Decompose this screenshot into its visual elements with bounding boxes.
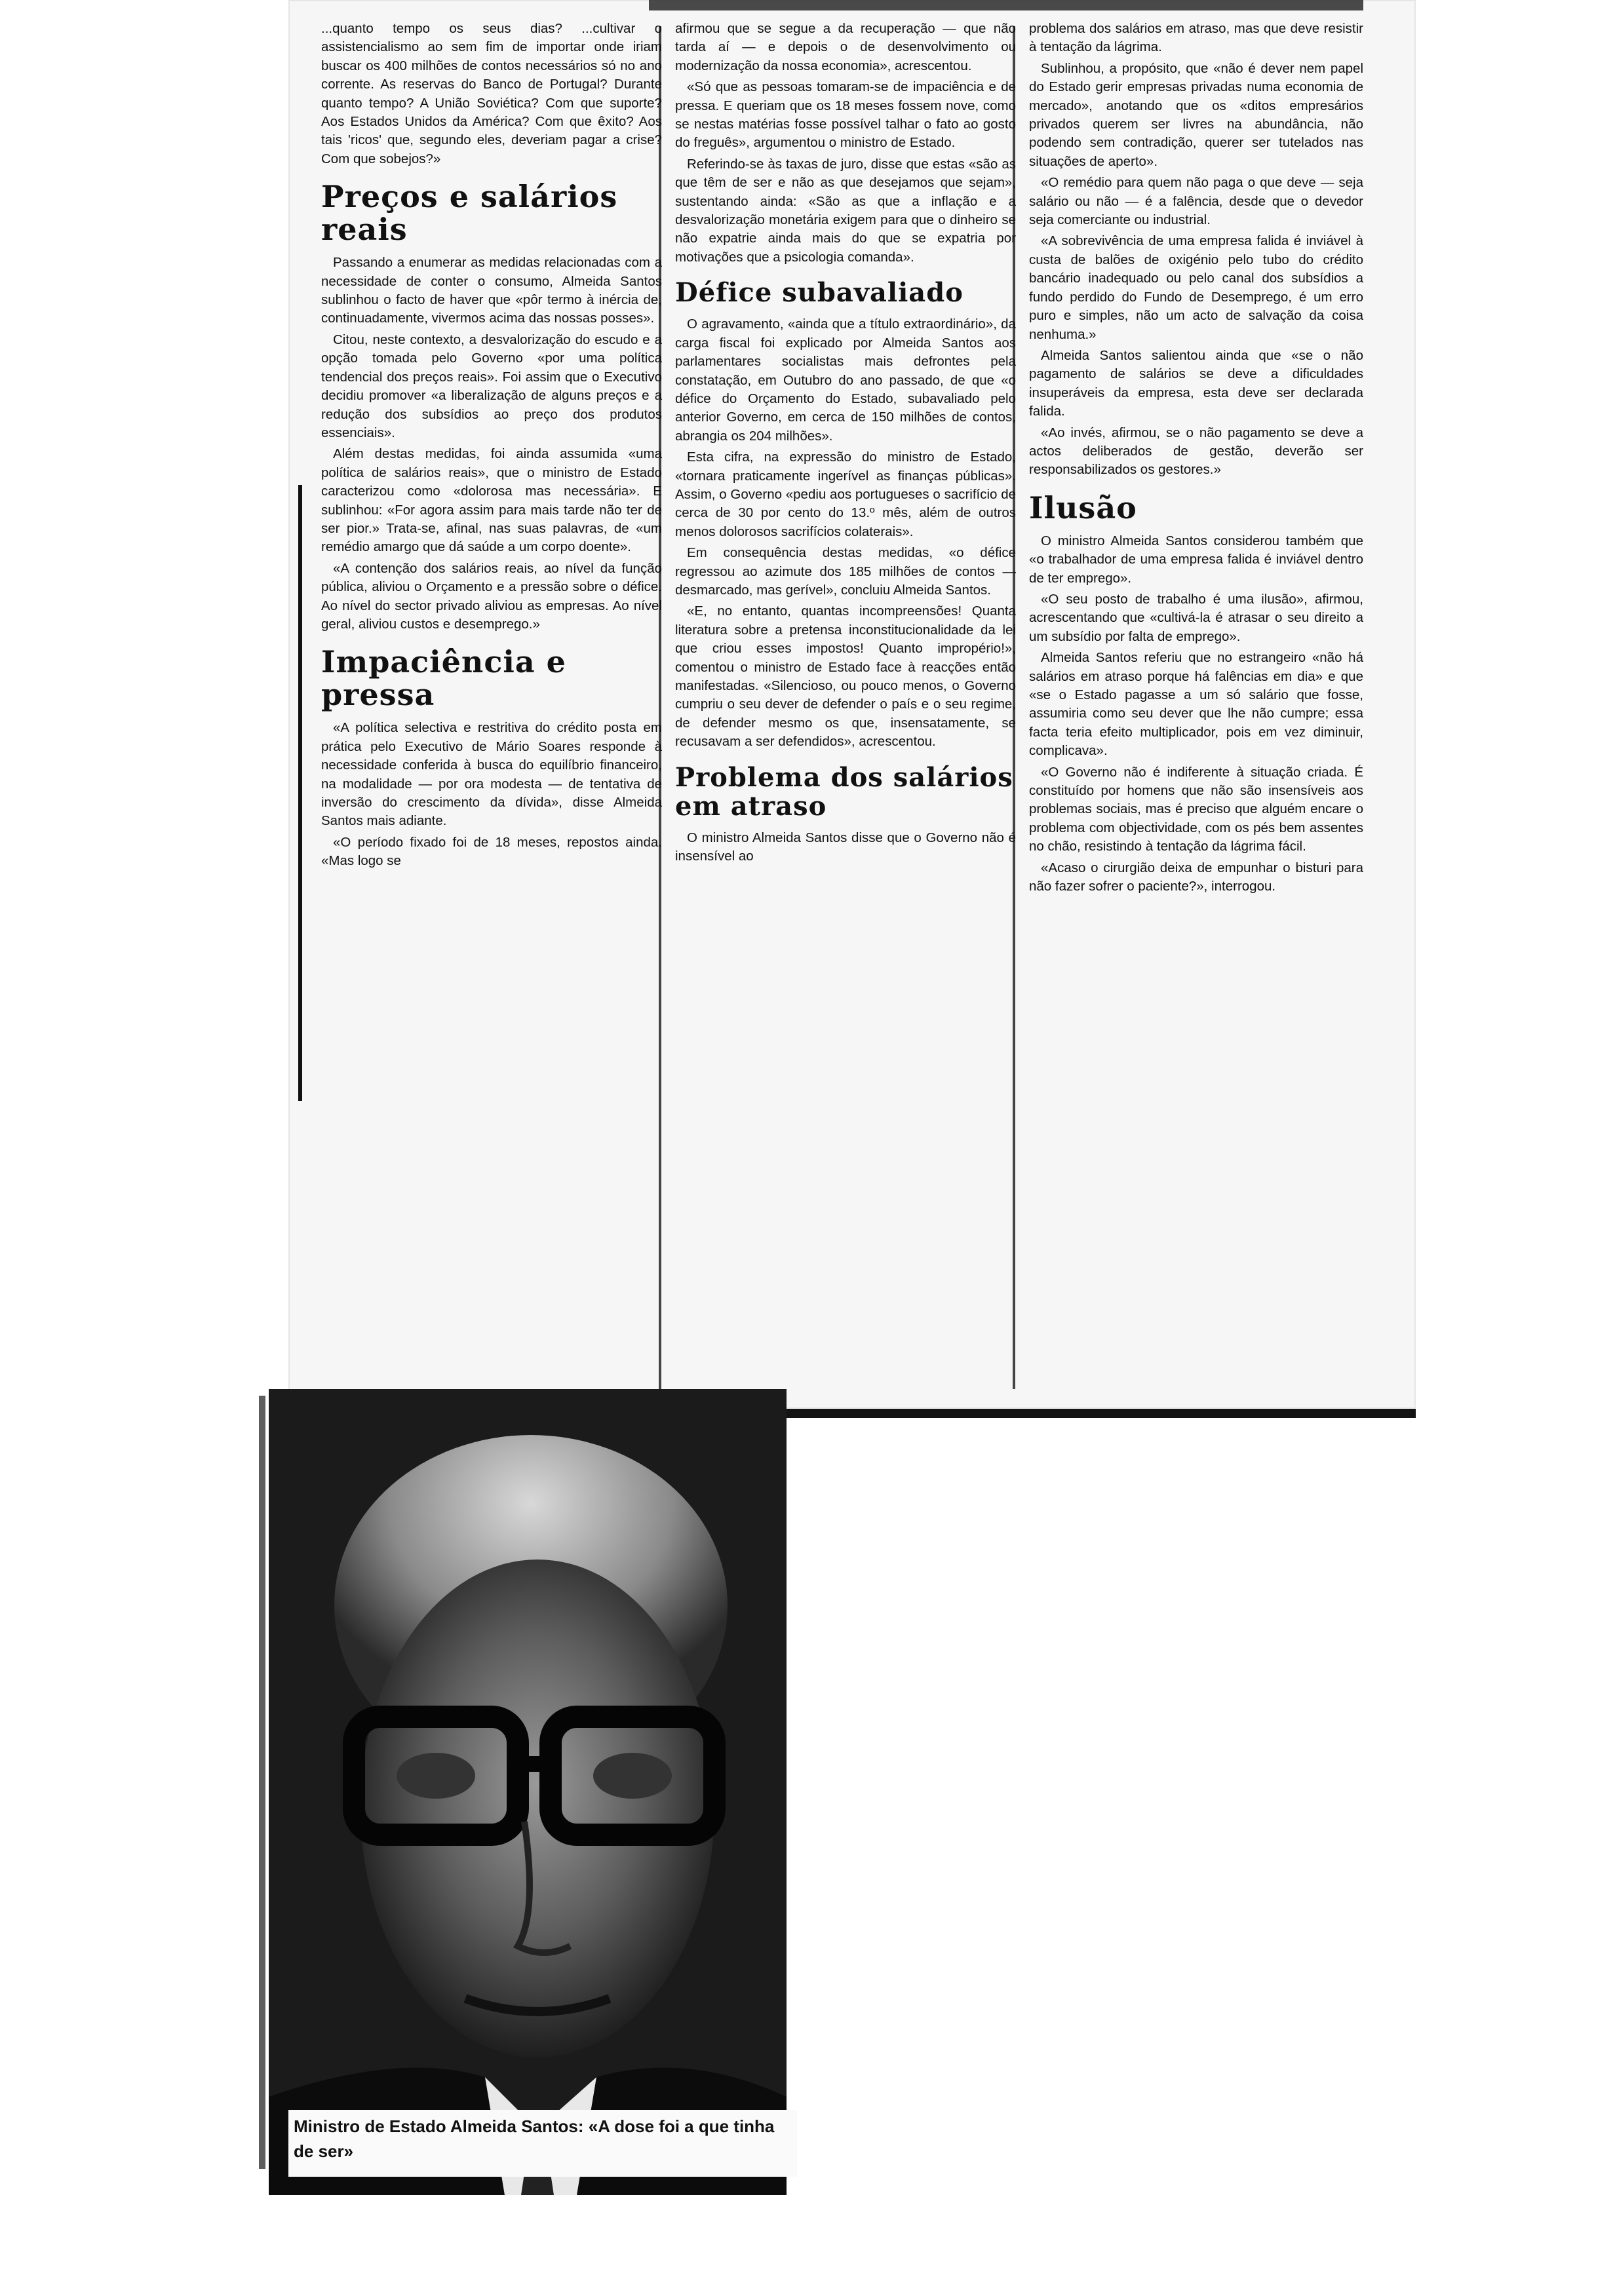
section-heading: Problema dos salários em atraso — [675, 761, 1013, 822]
section-heading: Ilusão — [1029, 489, 1137, 526]
section-heading: Preços e salários reais — [321, 179, 618, 248]
paragraph: Citou, neste contexto, a desvalorização do escudo e a opção tomada pelo Governo «por uma política tendencial dos preços reais». Foi assim que o Executivo decidiu promover «a liberalização de alguns preços e a redução dos subsídios ao preço dos produtos essenciais». — [321, 332, 662, 440]
article-column-3 — [1029, 20, 1363, 898]
section-heading: Défice subavaliado — [675, 277, 963, 309]
paragraph: «A política selectiva e restritiva do crédito posta em prática pelo Executivo de Mário Soares responde à necessidade conferida à busca do equilíbrio financeiro, na modalidade — por ora modesta — de tentativa de inversão do crescimento da dívida», disse Almeida Santos mais adiante. — [321, 720, 662, 829]
paragraph: Além destas medidas, foi ainda assumida «uma política de salários reais», que o ministro de Estado caracterizou como «dolorosa mas necessária». E sublinhou: «For agora assim para mais tarde não ter de ser pior.» Trata-se, afinal, nas suas palavras, de «um remédio amargo que dá saúde a um corpo doente». — [321, 446, 662, 555]
section-heading: Impaciência e pressa — [321, 644, 566, 713]
paragraph: «A contenção dos salários reais, ao nível da função pública, aliviou o Orçamento e a pressão sobre o défice. Ao nível do sector privado aliviou as empresas. Ao nível geral, aliviou custos e desemprego.» — [321, 560, 662, 632]
paragraph: «Acaso o cirurgião deixa de empunhar o bisturi para não fazer sofrer o paciente?», interrogou. — [1029, 860, 1363, 894]
article-column-1 — [321, 20, 662, 873]
paragraph: «O período fixado foi de 18 meses, repostos ainda. «Mas logo se — [321, 834, 662, 869]
paragraph: ...quanto tempo os seus dias? ...cultivar o assistencialismo ao sem fim de importar onde iriam buscar os 400 milhões de contos necessários só no ano corrente. As reservas do Banco de Portugal? Durante quanto tempo? A União Soviética? Com que suporte? Aos Estados Unidos da América? Com que êxito? Aos tais 'ricos' que, segundo eles, deveriam pagar a crise? Com que sobejos?» — [321, 21, 662, 166]
article-column-2 — [675, 20, 1016, 868]
paragraph: «O remédio para quem não paga o que deve — seja salário ou não — é a falência, desde que o devedor seja comerciante ou industrial. — [1029, 175, 1363, 228]
paragraph: Almeida Santos referiu que no estrangeiro «não há salários em atraso porque há falências em dia» e que «se o Estado pagasse a um só salário que fosse, assumiria como seu dever que lhe não cumpre; essa facta teria efeito multiplicador, pois em vez diminuir, complicava». — [1029, 650, 1363, 759]
paragraph: O ministro Almeida Santos considerou também que «o trabalhador de uma empresa falida é inviável dentro de ter emprego». — [1029, 533, 1363, 586]
paragraph: «O seu posto de trabalho é uma ilusão», afirmou, acrescentando que «cultivá-la é atrasar o seu direito a um subsídio por falta de emprego». — [1029, 591, 1363, 644]
paragraph: O ministro Almeida Santos disse que o Governo não é insensível ao — [675, 830, 1016, 864]
paragraph: Esta cifra, na expressão do ministro de Estado, «tornara praticamente ingerível as finanças públicas». Assim, o Governo «pediu aos portugueses o sacrifício de cerca de 30 por cento do 13.º mês, além de outros menos dolorosos sacrifícios colaterais». — [675, 450, 1016, 539]
paragraph: «O Governo não é indiferente à situação criada. É constituído por homens que não são insensíveis aos problemas sociais, mas é preciso que alguém encare o problema com objectividade, com os pés bem assentes no chão, resistindo à tentação da lágrima fácil. — [1029, 764, 1363, 854]
paragraph: Passando a enumerar as medidas relacionadas com a necessidade de conter o consumo, Almeida Santos sublinhou o facto de haver que «pôr termo à inércia de, continuadamente, vivermos acima das nossas posses». — [321, 255, 662, 326]
scan-edge-shadow — [259, 1396, 265, 2169]
portrait-illustration — [269, 1389, 787, 2195]
paragraph: afirmou que se segue a da recuperação — que não tarda aí — e depois o de desenvolvimento ou modernização da nossa economia», acrescentou. — [675, 21, 1016, 73]
paragraph: problema dos salários em atraso, mas que deve resistir à tentação da lágrima. — [1029, 21, 1363, 55]
clipping-top-edge — [649, 0, 1363, 10]
paragraph: «Só que as pessoas tomaram-se de impaciência e de pressa. E queriam que os 18 meses fossem nove, como se nestas matérias fosse possível talhar o fato ao gosto do freguês», argumentou o ministro de Estado. — [675, 79, 1016, 151]
paragraph: O agravamento, «ainda que a título extraordinário», da carga fiscal foi explicado por Almeida Santos aos parlamentares socialistas mais defrontes pela constatação, em Outubro do ano passado, de que «o défice do Orçamento do Estado, subavaliado pelo anterior Governo, em cerca de 150 milhões de contos, abrangia os 204 milhões». — [675, 316, 1016, 444]
paragraph: «Ao invés, afirmou, se o não pagamento se deve a actos deliberados de gestão, deverão ser responsabilizados os gestores.» — [1029, 425, 1363, 478]
margin-rule — [298, 485, 302, 1101]
paragraph: «E, no entanto, quantas incompreensões! Quanta literatura sobre a pretensa inconstitucionalidade da lei que criou esses impostos! Quanto impropério!», comentou o ministro de Estado face à reacções então manifestadas. «Silencioso, ou pouco menos, o Governo cumpriu o seu dever de defender o país e o seu regime, de defender mesmo os que, insensatamente, se recusavam a ser defendidos», acrescentou. — [675, 603, 1016, 750]
photo-caption: Ministro de Estado Almeida Santos: «A dose foi a que tinha de ser» — [288, 2110, 797, 2177]
paragraph: Sublinhou, a propósito, que «não é dever nem papel do Estado gerir empresas privadas numa economia de mercado», anotando que os «ditos empresários privados querem ser livres na abundância, não podendo sem contradição, querer ser tutelados nas situações de aperto». — [1029, 60, 1363, 169]
paragraph: «A sobrevivência de uma empresa falida é inviável à custa de balões de oxigénio pelo tubo do crédito bancário inadequado ou pelo canal dos subsídios a fundo perdido do Fundo de Desemprego, é um erro puro e simples, não um acto de salvação da coisa nenhuma.» — [1029, 233, 1363, 342]
paragraph: Em consequência destas medidas, «o défice regressou ao azimute dos 185 milhões de contos — desmarcado, mas gerível», concluiu Almeida Santos. — [675, 545, 1016, 598]
paragraph: Referindo-se às taxas de juro, disse que estas «são as que têm de ser e não as que desejamos que sejam», sustentando ainda: «São as que a inflação e a desvalorização monetária exigem para que o dinheiro se não expatrie ainda mais do que se expatria por motivações que a psicologia comanda». — [675, 156, 1016, 265]
paragraph: Almeida Santos salientou ainda que «se o não pagamento de salários se deve a dificuldades insuperáveis da empresa, esta deve ser declarada falida. — [1029, 347, 1363, 419]
portrait-photo-icon — [269, 1389, 787, 2195]
